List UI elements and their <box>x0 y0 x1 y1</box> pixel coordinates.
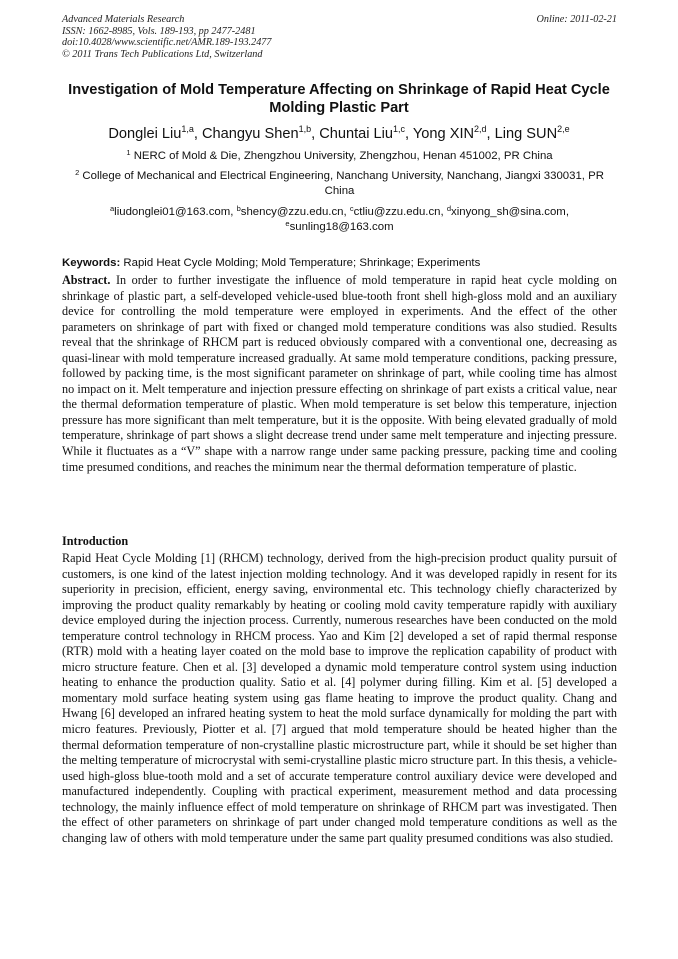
introduction-paragraph: Rapid Heat Cycle Molding [1] (RHCM) technology, derived from the high-precision product quality pursuit of customers, is one kind of the latest injection molding technology. And it was developed rapidly in resent for its superiority in precision, efficient, energy saving, environmental etc. This technology chiefly characterized by improving the product quality remarkably by heating or cooling mold cavity temperature rapidly with auxiliary device employed during the injection process. Currently, numerous researches have been conducted on the mold temperature control technology in RHCM process. Yao and Kim [2] developed a set of rapid thermal response (RTR) mold with a heating layer coated on the mold base to improve the replication capability of product with micro structure feature. Chen et al. [3] developed a dynamic mold temperature control system using induction heating to enhance the production quality. Satio et al. [4] polymer during filling. Kim et al. [5] developed a momentary mold surface heating system using gas flame heating to improve the product quality. Chang and Hwang [6] developed an infrared heating system to heat the mold surface dynamically for molding the part with micro features. Previously, Piotter et al. [7] argued that mold temperature should be heated higher than the thermal deformation temperature of non-crystalline plastic microstructure part, while it should be set higher than the melting temperature of microcrystal with semi-crystalline plastic micro structure part. In this thesis, a vehicle-used high-gloss blue-tooth mold and a set of accurate temperature control auxiliary device were developed and manufactured independently. Coupling with practical experiment, measurement method and data processing technology, the mainly influence effect of mold temperature on shrinkage of RHCM part was investigated. Then the effect of other parameters on shrinkage of part under changed mold temperature conditions as well as the changing law of others with mold temperature under the same part quality presumed conditions was also studied. <box>62 551 617 845</box>
affiliation-text: College of Mechanical and Electrical Engineering, Nanchang University, Nanchang, Jiangxi 330031, PR China <box>82 170 604 198</box>
email-address[interactable]: liudonglei01@163.com <box>114 206 231 218</box>
author-list <box>40 125 638 143</box>
author-sup: 1,a <box>181 124 194 134</box>
email-entry <box>110 206 237 218</box>
author <box>108 126 202 142</box>
email-address[interactable]: xinyong_sh@sina.com <box>451 206 566 218</box>
author <box>495 126 570 142</box>
abstract <box>62 273 617 475</box>
email-address[interactable]: ctliu@zzu.edu.cn <box>353 206 441 218</box>
email-address[interactable]: shency@zzu.edu.cn <box>240 206 344 218</box>
author-name: Donglei Liu <box>108 126 182 142</box>
doi-line: doi:10.4028/www.scientific.net/AMR.189-193.2477 <box>62 37 272 49</box>
author-sup: 1,b <box>298 124 312 134</box>
email-sep: , <box>343 206 350 218</box>
affiliation-2 <box>62 169 617 199</box>
email-sup: e <box>285 219 290 229</box>
journal-header <box>62 14 617 60</box>
keywords <box>62 256 617 271</box>
abstract-label: Abstract. <box>62 273 111 287</box>
keywords-text: Rapid Heat Cycle Molding; Mold Temperature; Shrinkage; Experiments <box>123 257 481 269</box>
email-sup: c <box>349 204 354 213</box>
author-name: Changyu Shen <box>202 126 299 142</box>
author-sep: , <box>486 126 495 142</box>
author-sup: 2,e <box>557 124 570 134</box>
affiliation-sup: 2 <box>75 168 80 177</box>
author-sep: , <box>193 126 202 142</box>
author <box>202 126 319 142</box>
affiliation-text: NERC of Mold & Die, Zhengzhou University, Zhengzhou, Henan 451002, PR China <box>133 150 553 162</box>
author-name: Ling SUN <box>494 126 558 142</box>
email-sep: , <box>440 206 447 218</box>
email-sep: , <box>230 206 237 218</box>
section-heading-introduction: Introduction <box>62 534 129 548</box>
author-name: Chuntai Liu <box>319 126 394 142</box>
email-sup: d <box>446 204 452 213</box>
author-sup: 2,d <box>474 124 487 134</box>
email-sep: , <box>565 206 569 218</box>
affiliation-1 <box>62 149 617 164</box>
email-entry <box>350 206 447 218</box>
email-entry <box>285 221 393 233</box>
paper-title: Investigation of Mold Temperature Affecting on Shrinkage of Rapid Heat Cycle Molding Plastic Part <box>68 82 610 117</box>
keywords-label: Keywords: <box>62 257 121 269</box>
author <box>413 126 495 142</box>
email-sup: a <box>110 204 115 213</box>
abstract-text: In order to further investigate the influence of mold temperature in rapid heat cycle molding on shrinkage of plastic part, a self-developed vehicle-used blue-tooth front shell high-gloss mold and an auxiliary device for controlling the mold temperature were employed in experiments. And the effect of the other parameters on shrinkage of part with fixed or changed mold temperature conditions was also studied. Results reveal that the shrinkage of RHCM part is reduced obviously compared with a conventional one, decreasing as quasi-linear with mold temperature increased gradually. At same mold temperature conditions, packing pressure, followed by packing time, is the most significant parameter on shrinkage of part, while cooling time has almost no impact on it. Melt temperature and injection pressure effecting on shrinkage of part exists a critical value, near the thermal deformation temperature of plastic. When mold temperature is set below this temperature, injection pressure has more significant than melt temperature, but it is the opposite. With being elevated gradually of mold temperature, shrinkage of part shows a slight decrease trend under same melt temperature and injecting pressure. While it fluctuates as a “V” shape with a narrow range under same packing pressure, packing time and cooling time presumed conditions, and reaches the minimum near the thermal deformation temperature of plastic. <box>62 273 618 474</box>
author <box>319 126 413 142</box>
online-date: Online: 2011-02-21 <box>536 14 617 25</box>
email-list <box>62 205 617 235</box>
email-sup: b <box>236 204 241 213</box>
author-sup: 1,c <box>393 124 406 134</box>
copyright-line: © 2011 Trans Tech Publications Ltd, Switzerland <box>62 48 263 60</box>
author-sep: , <box>405 126 413 142</box>
author-name: Yong XIN <box>412 126 475 142</box>
email-entry <box>237 206 350 218</box>
journal-name: Advanced Materials Research <box>62 14 185 25</box>
email-entry <box>447 206 569 218</box>
affiliation-sup: 1 <box>126 148 131 157</box>
email-address[interactable]: sunling18@163.com <box>289 221 394 234</box>
author-sep: , <box>311 126 320 142</box>
issn-line: ISSN: 1662-8985, Vols. 189-193, pp 2477-2481 <box>62 25 256 37</box>
